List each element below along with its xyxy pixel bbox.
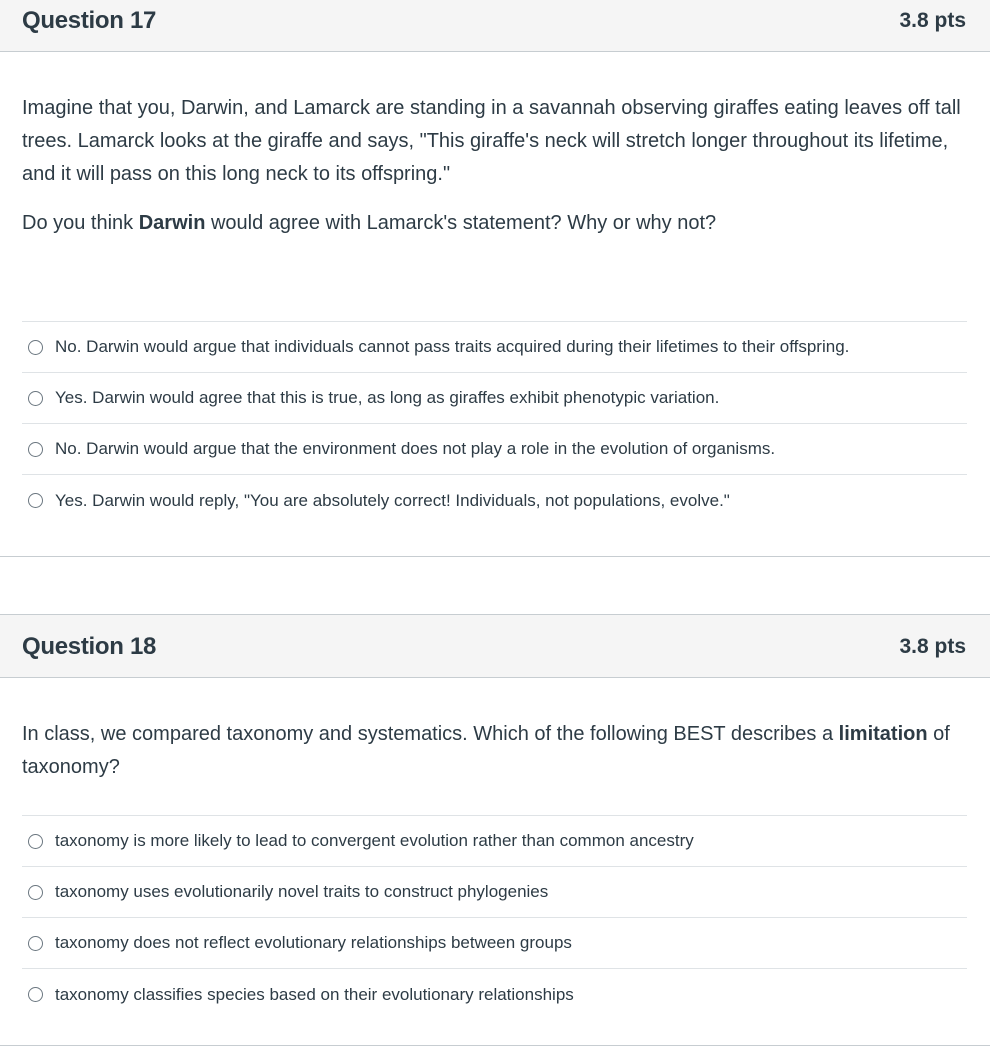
question-header	[0, 615, 990, 678]
prompt-text: Do you think	[22, 212, 139, 234]
question-paragraph: Imagine that you, Darwin, and Lamarck are standing in a savannah observing giraffes eating leaves off tall trees. Lamarck looks at the giraffe and says, "This giraffe's neck will stretch longer throughout its lifetime, and it will pass on this long neck to its offspring."	[22, 97, 961, 185]
radio-button[interactable]	[28, 834, 43, 849]
answer-label: taxonomy is more likely to lead to convergent evolution rather than common ancestry	[55, 831, 694, 850]
prompt-text: In class, we compared taxonomy and systematics. Which of the following BEST describes a	[22, 723, 839, 745]
answer-label: taxonomy classifies species based on their evolutionary relationships	[55, 984, 574, 1004]
answer-option[interactable]	[22, 816, 967, 867]
answer-list	[22, 321, 967, 526]
answer-option[interactable]	[22, 867, 967, 918]
prompt-bold-text: limitation	[838, 723, 928, 745]
question-prompt	[22, 207, 967, 240]
answer-list	[22, 815, 967, 1020]
answer-label: Yes. Darwin would agree that this is true, as long as giraffes exhibit phenotypic variation.	[55, 388, 720, 407]
question-points: 3.8 pts	[899, 9, 966, 32]
answer-option[interactable]	[22, 969, 967, 1020]
radio-button[interactable]	[28, 442, 43, 457]
radio-button[interactable]	[28, 885, 43, 900]
radio-button[interactable]	[28, 936, 43, 951]
answer-option[interactable]	[22, 373, 967, 424]
question-prompt	[22, 718, 967, 784]
answer-label: No. Darwin would argue that individuals cannot pass traits acquired during their lifetimes to their offspring.	[55, 337, 850, 356]
answer-option[interactable]	[22, 475, 967, 526]
prompt-text: would agree with Lamarck's statement? Why or why not?	[205, 212, 717, 234]
answer-label: taxonomy uses evolutionarily novel traits to construct phylogenies	[55, 882, 549, 901]
answer-label: No. Darwin would argue that the environment does not play a role in the evolution of organisms.	[55, 439, 776, 458]
radio-button[interactable]	[28, 340, 43, 355]
radio-button[interactable]	[28, 493, 43, 508]
radio-button[interactable]	[28, 987, 43, 1002]
prompt-text: of taxonomy?	[22, 723, 950, 778]
answer-option[interactable]	[22, 322, 967, 373]
question-text	[22, 718, 967, 784]
question-header	[0, 0, 990, 52]
prompt-bold-text: Darwin	[138, 212, 206, 234]
question-18	[0, 614, 990, 1046]
answer-option[interactable]	[22, 424, 967, 475]
answer-option[interactable]	[22, 918, 967, 969]
question-text	[22, 92, 967, 240]
radio-button[interactable]	[28, 391, 43, 406]
answer-label: taxonomy does not reflect evolutionary relationships between groups	[55, 933, 572, 952]
question-points: 3.8 pts	[899, 635, 966, 658]
question-title: Question 17	[22, 7, 157, 34]
answer-label: Yes. Darwin would reply, "You are absolutely correct! Individuals, not populations, evolve."	[55, 490, 730, 510]
question-title: Question 18	[22, 633, 157, 660]
